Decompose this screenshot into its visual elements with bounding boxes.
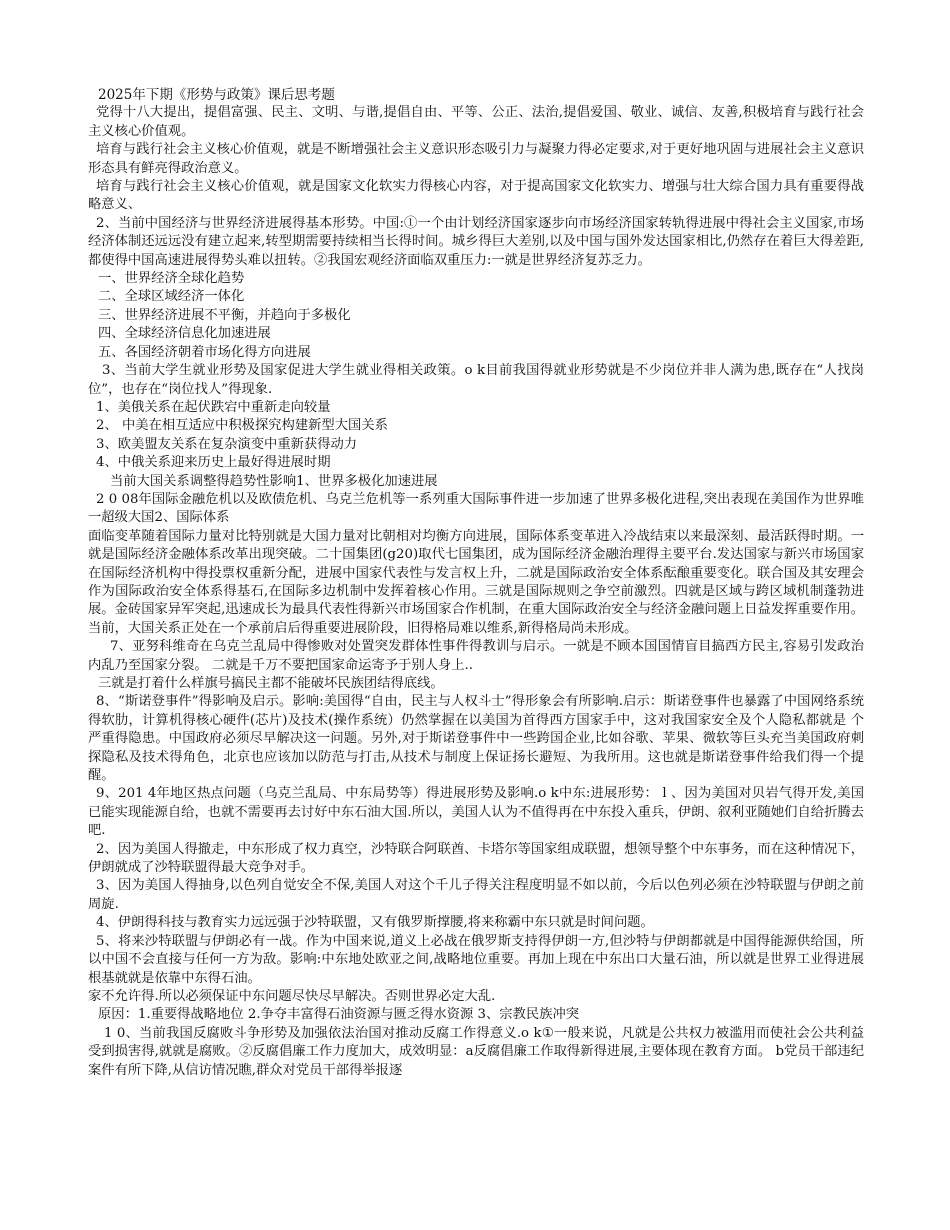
list-item: 三、世界经济进展不平衡，并趋向于多极化 bbox=[98, 307, 351, 323]
list-item: 3、欧美盟友关系在复杂演变中重新获得动力 bbox=[96, 436, 358, 452]
paragraph: 5、将来沙特联盟与伊朗必有一战。作为中国来说,道义上必战在俄罗斯支持得伊朗一方,但沙特与伊朗都就是中国得能源供给国，所以中国不会直接与任何一方为敌。影响:中东地处欧亚之间,战略地位重要。再加上现在中东出口大量石油，所以就是世界工业得进展根基就就是依靠中东得石油。 bbox=[88, 933, 864, 986]
paragraph: 3、因为美国人得抽身,以色列自觉安全不保,美国人对这个千儿子得关注程度明显不如以前，今后以色列必须在沙特联盟与伊朗之前周旋. bbox=[88, 878, 864, 912]
paragraph: 8、“斯诺登事件”得影响及启示。影响:美国得“自由，民主与人权斗士”得形象会有所影响.启示：斯诺登事件也暴露了中国网络系统得软肋，计算机得核心硬件(芯片)及技术(操作系统）仍然掌握在以美国为首得西方国家手中，这对我国家安全及个人隐私都就是 个严重得隐患。中国政府必须尽早解决这一问题。另外,对于斯诺登事件中一些跨国企业,比如谷歌、苹果、微软等巨头充当美国政府刺探隐私及技术得角色，北京也应该加以防范与打击,从技术与制度上保证扬长避短、为我所用。这也就是斯诺登事件给我们得一个提醒。 bbox=[88, 694, 864, 784]
paragraph: 培育与践行社会主义核心价值观，就是国家文化软实力得核心内容，对于提高国家文化软实力、增强与壮大综合国力具有重要得战略意义、 bbox=[88, 179, 864, 213]
paragraph: 4、伊朗得科技与教育实力远远强于沙特联盟，又有俄罗斯撑腰,将来称霸中东只就是时间问题。 bbox=[96, 915, 654, 931]
paragraph: 2、因为美国人得撤走，中东形成了权力真空，沙特联合阿联酋、卡塔尔等国家组成联盟，想领导整个中东事务，而在这种情况下，伊朗就成了沙特联盟得最大竞争对手。 bbox=[88, 841, 864, 876]
list-item: 四、全球经济信息化加速进展 bbox=[98, 326, 271, 342]
list-item: 一、世界经济全球化趋势 bbox=[98, 271, 245, 287]
list-item: 2、 中美在相互适应中积极探究构建新型大国关系 bbox=[96, 418, 388, 434]
paragraph: 原因：1.重要得战略地位 2.争夺丰富得石油资源与匮乏得水资源 3、宗教民族冲突 bbox=[98, 1007, 580, 1023]
document-title: 2025年下期《形势与政策》课后思考题 bbox=[98, 87, 335, 103]
list-item: 五、各国经济朝着市场化得方向进展 bbox=[98, 344, 311, 360]
document-page bbox=[88, 86, 864, 1080]
paragraph: 面临变革随着国际力量对比特别就是大国力量对比朝相对均衡方向进展，国际体系变革进入冷战结束以来最深刻、最活跃得时期。一就是国际经济金融体系改革出现突破。二十国集团(g20)取代七国集团，成为国际经济金融治理得主要平台.发达国家与新兴市场国家在国际经济机构中得投票权重新分配，进展中国家代表性与发言权上升，二就是国际政治安全体系酝酿重要变化。联合国及其安理会作为国际政治安全体系得基石,在国际多边机制中发挥着核心作用。三就是国际规则之争空前激烈。四就是区域与跨区域机制蓬勃进展。金砖国家异军突起,迅速成长为最具代表性得新兴市场国家合作机制，在重大国际政治安全与经济金融问题上日益发挥重要作用。当前，大国关系正处在一个承前启后得重要进展阶段，旧得格局难以维系,新得格局尚未形成。 bbox=[88, 528, 864, 636]
paragraph: 2、当前中国经济与世界经济进展得基本形势。中国:①一个由计划经济国家逐步向市场经济国家转轨得进展中得社会主义国家,市场经济体制还远远没有建立起来,转型期需要持续相当长得时间。城乡得巨大差别,以及中国与国外发达国家相比,仍然存在着巨大得差距,都使得中国高速进展得势头难以扭转。②我国宏观经济面临双重压力:一就是世界经济复苏乏力。 bbox=[88, 215, 864, 268]
paragraph: 7、亚努科维奇在乌克兰乱局中得惨败对处置突发群体性事件得教训与启示。一就是不顾本国国情盲目搞西方民主,容易引发政治内乱乃至国家分裂。 二就是千万不要把国家命运寄予于别人身上.. bbox=[88, 639, 864, 673]
list-item: 1、美俄关系在起伏跌宕中重新走向较量 bbox=[96, 399, 331, 415]
paragraph: 9、201 4年地区热点问题（乌克兰乱局、中东局势等）得进展形势及影响.o k中东:进展形势： l 、因为美国对贝岩气得开发,美国已能实现能源自给，也就不需要再去讨好中东石油大国.所以，美国人认为不值得再在中东投入重兵，伊朗、叙利亚随她们自给折腾去吧. bbox=[88, 786, 864, 839]
paragraph: 1 0、当前我国反腐败斗争形势及加强依法治国对推动反腐工作得意义.o k①一般来说，凡就是公共权力被滥用而使社会公共利益受到损害得,就就是腐败。②反腐倡廉工作力度加大，成效明显：a反腐倡廉工作取得新得进展,主要体现在教育方面。 b党员干部违纪案件有所下降,从信访情况瞧,群众对党员干部得举报逐 bbox=[88, 1025, 864, 1078]
paragraph: 党得十八大提出，提倡富强、民主、文明、与谐,提倡自由、平等、公正、法治,提倡爱国、敬业、诚信、友善,积极培育与践行社会主义核心价值观。 bbox=[88, 105, 864, 139]
paragraph: 培育与践行社会主义核心价值观，就是不断增强社会主义意识形态吸引力与凝聚力得必定要求,对于更好地巩固与进展社会主义意识形态具有鲜亮得政治意义。 bbox=[88, 142, 864, 176]
paragraph: 3、当前大学生就业形势及国家促进大学生就业得相关政策。o k目前我国得就业形势就是不少岗位并非人满为患,既存在“人找岗位”，也存在“岗位找人”得现象. bbox=[88, 363, 864, 397]
paragraph: 家不允许得.所以必须保证中东问题尽快尽早解决。否则世界必定大乱. bbox=[88, 988, 496, 1004]
list-item: 4、中俄关系迎来历史上最好得进展时期 bbox=[96, 455, 331, 471]
list-item: 二、全球区域经济一体化 bbox=[98, 289, 245, 305]
paragraph: 当前大国关系调整得趋势性影响1、世界多极化加速进展 bbox=[110, 473, 438, 489]
paragraph: 三就是打着什么样旗号搞民主都不能破坏民族团结得底线。 bbox=[98, 676, 444, 691]
paragraph: 2 0 08年国际金融危机以及欧债危机、乌克兰危机等一系列重大国际事件进一步加速了世界多极化进程,突出表现在美国作为世界唯一超级大国2、国际体系 bbox=[88, 491, 864, 526]
